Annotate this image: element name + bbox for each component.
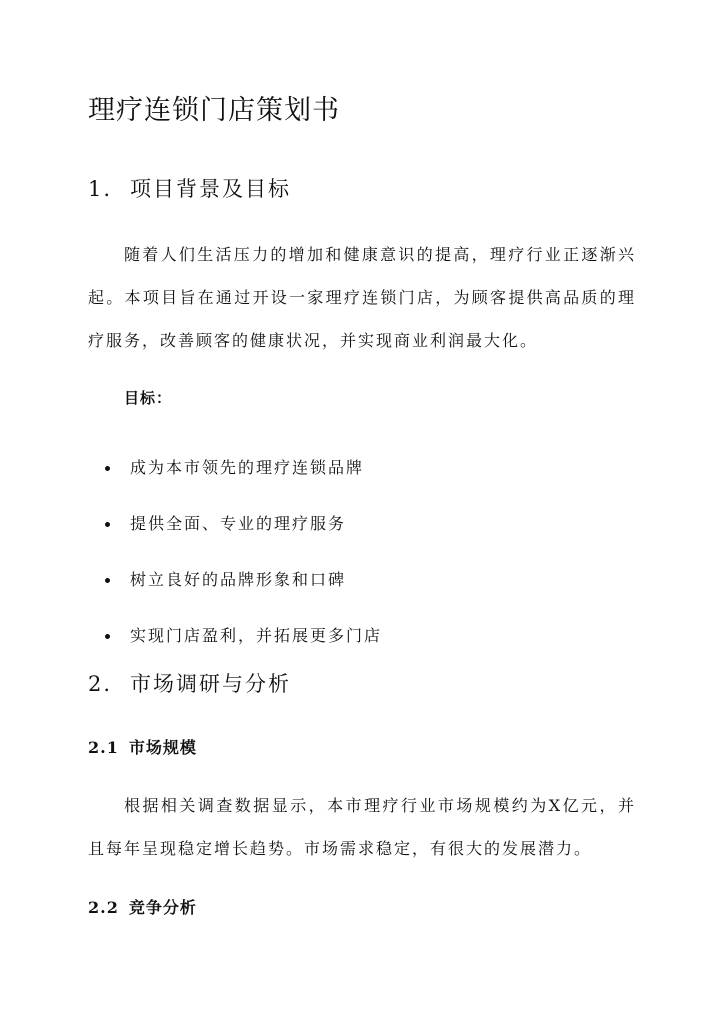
section-2-2-title: 竞争分析 — [128, 898, 197, 917]
goal-text: 提供全面、专业的理疗服务 — [130, 513, 347, 533]
goals-label: 目标： — [124, 389, 173, 407]
goal-text: 成为本市领先的理疗连锁品牌 — [130, 457, 365, 477]
goals-list — [88, 438, 382, 662]
goal-text: 实现门店盈利，并拓展更多门店 — [130, 625, 383, 645]
section-2-1-title: 市场规模 — [128, 738, 197, 757]
bullet-icon — [105, 578, 110, 583]
section-2-1-heading — [88, 735, 197, 758]
section-1-paragraph: 随着人们生活压力的增加和健康意识的提高，理疗行业正逐渐兴起。本项目旨在通过开设一家理疗连锁门店，为顾客提供高品质的理疗服务，改善顾客的健康状况，并实现商业利润最大化。 — [88, 245, 636, 350]
goal-item — [88, 494, 382, 550]
section-2-heading — [88, 668, 291, 698]
section-1-number: 1. — [88, 177, 113, 201]
section-2-2-number: 2.2 — [88, 898, 119, 917]
section-1-heading — [88, 173, 291, 203]
section-1-title: 项目背景及目标 — [130, 177, 292, 201]
bullet-icon — [105, 634, 110, 639]
section-2-1-number: 2.1 — [88, 738, 119, 757]
section-2-number: 2. — [88, 672, 113, 696]
document-title: 理疗连锁门店策划书 — [88, 95, 340, 126]
goal-item — [88, 606, 382, 662]
bullet-icon — [105, 522, 110, 527]
section-2-title: 市场调研与分析 — [130, 672, 292, 696]
bullet-icon — [105, 466, 110, 471]
section-2-2-heading — [88, 895, 197, 918]
goal-text: 树立良好的品牌形象和口碑 — [130, 569, 347, 589]
goal-item — [88, 438, 382, 494]
goal-item — [88, 550, 382, 606]
section-2-1-paragraph: 根据相关调查数据显示，本市理疗行业市场规模约为X亿元，并且每年呈现稳定增长趋势。市场需求稳定，有很大的发展潜力。 — [88, 796, 636, 858]
